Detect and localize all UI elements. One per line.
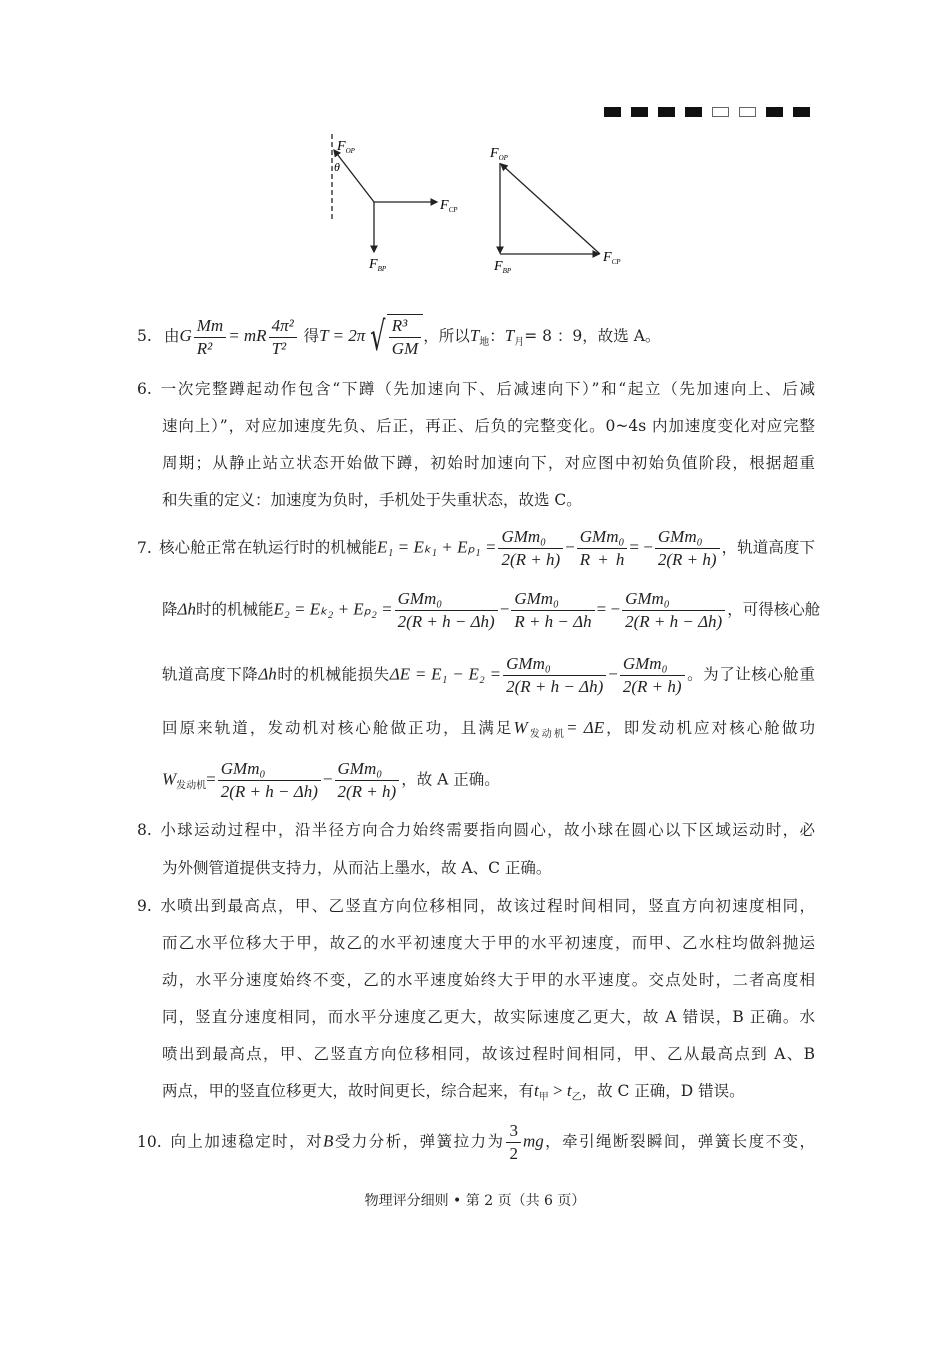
- numerator: GMm₀: [503, 653, 606, 676]
- text: 和失重的定义：加速度为负时，手机处于失重状态，故选 C。: [162, 491, 582, 509]
- fraction: [218, 758, 321, 803]
- item-number: 8.: [137, 821, 152, 839]
- text: 周期；从静止站立状态开始做下蹲，初始时加速向下，对应图中初始负值阶段，根据超重: [162, 454, 815, 472]
- numerator: 4π²: [269, 315, 297, 338]
- denominator: 2(R + h − Δh): [625, 612, 723, 631]
- text: 而乙水平位移大于甲，故乙的水平初速度大于甲的水平初速度，而甲、乙水柱均做斜抛运: [162, 934, 815, 952]
- label-f: F: [440, 198, 449, 213]
- triangle-op-arrow: [501, 164, 600, 254]
- denominator: 2(R + h): [622, 677, 682, 696]
- svg-text:FCP: [602, 250, 621, 266]
- text: ，所以: [423, 327, 470, 345]
- numerator: 3: [506, 1120, 521, 1143]
- numerator: Mm: [194, 315, 226, 338]
- fraction: [269, 315, 297, 360]
- text: 降: [162, 600, 178, 619]
- numerator: R³: [389, 315, 421, 338]
- text: ：: [489, 327, 505, 345]
- text: ，故 C 正确，D 错误。: [581, 1082, 745, 1100]
- math: −: [565, 537, 575, 557]
- denominator: 2(R + h): [657, 550, 717, 569]
- numerator: GMm₀: [622, 588, 725, 611]
- math: −: [322, 769, 333, 789]
- text: 速向上）”，对应加速度先负、后正，再正、后负的完整变化。0~4s 内加速度变化对应完整: [162, 417, 815, 435]
- label-bp: BP: [502, 267, 512, 275]
- answer-10: [137, 1120, 815, 1165]
- answer-6-line: [162, 490, 815, 510]
- text: 由: [163, 327, 180, 345]
- answer-7-line: [162, 653, 815, 698]
- text: 一次完整蹲起动作包含“下蹲（先加速向下、后减速向下）”和“起立（先加速向上、后减: [159, 380, 815, 398]
- svg-text:FOP: [336, 139, 356, 155]
- answer-9-line: [162, 1007, 815, 1027]
- fraction: [511, 588, 594, 633]
- math: t: [534, 1081, 539, 1100]
- text: 同，竖直分速度相同，而水平分速度乙更大，故实际速度乙更大，故 A 错误，B 正确。水: [162, 1008, 815, 1026]
- denominator: R²: [196, 338, 213, 358]
- math: T: [469, 326, 480, 345]
- denominator: 2(R + h − Δh): [397, 612, 495, 631]
- denominator: GM: [391, 339, 419, 358]
- denominator: R + h: [579, 550, 625, 569]
- denominator: T²: [271, 338, 287, 358]
- text: ，轨道高度下: [721, 538, 815, 557]
- item-number: 6.: [137, 380, 152, 398]
- math: t: [566, 1081, 572, 1100]
- text: 向上加速稳定时，对: [169, 1132, 324, 1151]
- text: 受力分析，弹簧拉力为: [333, 1132, 505, 1151]
- denominator: 2(R + h − Δh): [506, 677, 604, 696]
- subscript: 发动机: [176, 780, 207, 792]
- fraction: [577, 526, 628, 571]
- text: = 8 ：9，故选 A。: [524, 327, 661, 345]
- answer-8-line: [137, 820, 815, 840]
- math: −: [608, 664, 618, 684]
- denominator: 2(R + h): [337, 782, 397, 801]
- answer-9-line: [162, 933, 815, 953]
- answer-7-line: [162, 588, 821, 633]
- numerator: GMm₀: [511, 588, 594, 611]
- numerator: GMm₀: [577, 526, 628, 549]
- fraction: [503, 653, 606, 698]
- answer-6-line: [162, 453, 815, 473]
- answer-7-line: [162, 758, 815, 803]
- item-number: 10.: [137, 1132, 162, 1151]
- item-number: 5.: [137, 327, 152, 345]
- text: 两点，甲的竖直位移更大，故时间更长，综合起来，有: [162, 1082, 535, 1100]
- fraction: [389, 315, 421, 360]
- text: 小球运动过程中，沿半径方向合力始终需要指向圆心，故小球在圆心以下区域运动时，必: [159, 821, 815, 839]
- text: 为外侧管道提供支持力，从而沾上墨水，故 A、C 正确。: [162, 859, 552, 877]
- answer-9-line: [137, 896, 815, 916]
- numerator: GMm₀: [498, 526, 563, 549]
- text: ，即发动机应对核心舱做功: [604, 719, 815, 737]
- numerator: GMm₀: [655, 526, 720, 549]
- text: 核心舱正常在轨运行时的机械能: [159, 538, 378, 557]
- page-footer: 物理评分细则 • 第 2 页（共 6 页）: [364, 1193, 586, 1209]
- text: 回原来轨道，发动机对核心舱做正功，且满足: [162, 719, 514, 737]
- label-op: OP: [498, 154, 508, 162]
- label-f: F: [494, 259, 503, 274]
- label-f: F: [369, 257, 378, 272]
- math: Δh: [177, 599, 196, 619]
- math: Δh: [258, 664, 277, 684]
- text: 轨道高度下降: [162, 665, 259, 684]
- subscript: 乙: [571, 1092, 582, 1104]
- text: ，牵引绳断裂瞬间，弹簧长度不变，: [543, 1132, 815, 1151]
- math: ΔE = E₁ − E₂ =: [389, 664, 502, 684]
- text: 动，水平分速度始终不变，乙的水平速度始终大于甲的水平速度。交点处时，二者高度相: [162, 971, 815, 989]
- text: 。为了让核心舱重: [686, 665, 815, 684]
- math: E₂ = Eₖ₂ + Eₚ₂ =: [273, 599, 393, 619]
- numerator: GMm₀: [335, 758, 400, 781]
- math: >: [548, 1081, 567, 1100]
- svg-text:FBP: [493, 259, 512, 275]
- denominator: 2(R + h − Δh): [220, 782, 318, 801]
- subscript: 月: [514, 337, 525, 349]
- force-diagram: [0, 0, 950, 290]
- answer-9-line: [162, 970, 815, 990]
- math: = −: [629, 537, 653, 557]
- math: B: [323, 1131, 334, 1151]
- subscript: 发动机: [527, 729, 566, 741]
- subscript: 甲: [538, 1092, 549, 1104]
- text: 水喷出到最高点，甲、乙竖直方向位移相同，故该过程时间相同，竖直方向初速度相同，: [159, 897, 815, 915]
- fraction: [335, 758, 400, 803]
- answer-6-line: [162, 416, 815, 436]
- svg-text:FCP: [439, 198, 458, 214]
- label-f: F: [490, 146, 499, 161]
- text: ，可得核心舱: [727, 600, 821, 619]
- numerator: GMm₀: [218, 758, 321, 781]
- math: −: [499, 599, 510, 619]
- svg-text:FOP: [489, 146, 509, 162]
- fraction: [620, 653, 685, 698]
- answer-7-line: [162, 718, 815, 745]
- math: = −: [596, 599, 621, 619]
- theta-label: θ: [334, 160, 340, 174]
- math: = ΔE: [565, 718, 605, 737]
- math: W: [513, 718, 528, 737]
- text: 时的机械能损失: [276, 665, 390, 684]
- answer-7-line: [137, 526, 815, 571]
- item-number: 7.: [137, 538, 152, 557]
- radical-sign: √: [370, 314, 386, 360]
- text: 时的机械能: [196, 600, 274, 619]
- math: T = 2π: [319, 326, 366, 345]
- fraction: [194, 315, 226, 360]
- answer-9-line: [162, 1044, 815, 1064]
- numerator: GMm₀: [395, 588, 498, 611]
- math: =: [206, 769, 216, 789]
- label-f: F: [337, 139, 346, 154]
- fraction: [498, 526, 563, 571]
- text: 喷出到最高点，甲、乙竖直方向位移相同，故该过程时间相同，甲、乙从最高点到 A、B: [162, 1045, 815, 1063]
- label-cp: CP: [448, 206, 458, 214]
- fraction: [655, 526, 720, 571]
- denominator: 2: [509, 1144, 518, 1163]
- text: ，故 A 正确。: [401, 770, 500, 789]
- svg-text:FBP: [368, 257, 387, 273]
- item-number: 9.: [137, 897, 152, 915]
- label-op: OP: [345, 147, 355, 155]
- math: E₁ = Eₖ₁ + Eₚ₁ =: [377, 537, 497, 557]
- answer-5: [137, 314, 815, 360]
- answer-6-line: [137, 379, 815, 399]
- fraction: [506, 1120, 521, 1165]
- numerator: GMm₀: [620, 653, 685, 676]
- label-f: F: [603, 250, 612, 265]
- denominator: R + h − Δh: [514, 612, 592, 631]
- fraction: [395, 588, 498, 633]
- math: mg: [522, 1131, 544, 1151]
- answer-9-line: [162, 1081, 815, 1108]
- denominator: 2(R + h): [501, 550, 561, 569]
- sqrt: [365, 314, 423, 360]
- math: T: [504, 326, 515, 345]
- math: W: [162, 769, 177, 789]
- math: G: [179, 326, 192, 345]
- label-bp: BP: [377, 265, 387, 273]
- force-op-arrow: [334, 150, 374, 202]
- subscript: 地: [479, 337, 490, 349]
- label-cp: CP: [611, 258, 621, 266]
- fraction: [622, 588, 725, 633]
- answer-8-line: [162, 858, 815, 878]
- math: = mR: [228, 326, 267, 345]
- text: 得: [303, 327, 320, 345]
